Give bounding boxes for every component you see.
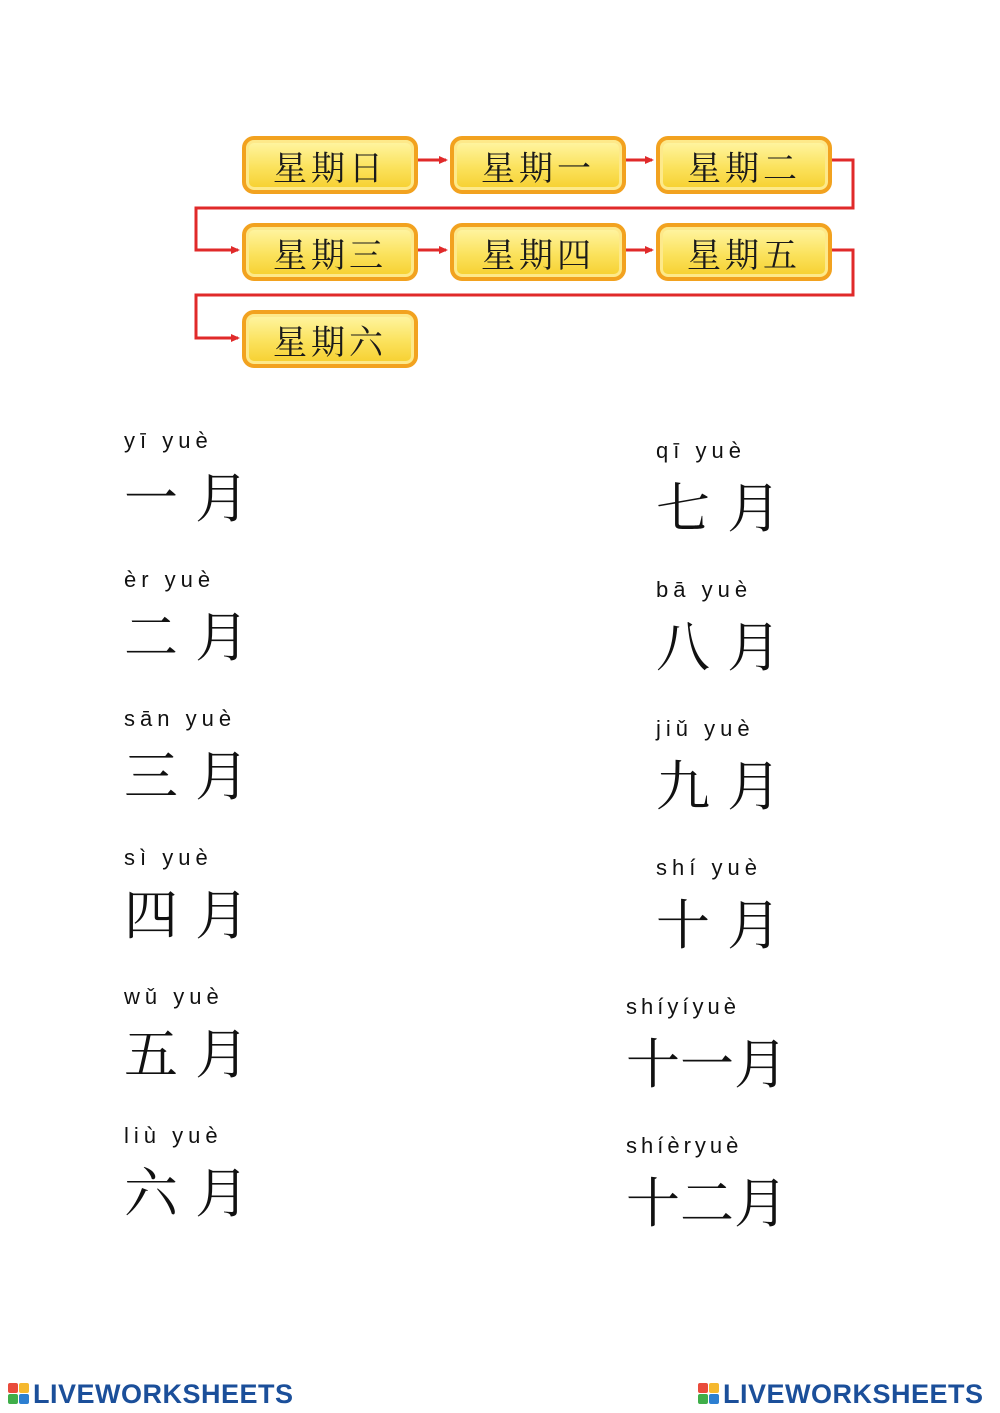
logo-text: LIVEWORKSHEETS bbox=[33, 1378, 294, 1409]
month-pinyin: liù yuè bbox=[124, 1123, 223, 1148]
month-pinyin: shí yuè bbox=[656, 855, 762, 880]
month-pinyin: shíyíyuè bbox=[626, 994, 740, 1019]
liveworksheets-mark-icon bbox=[8, 1383, 30, 1405]
day-box-tuesday: 星期二 bbox=[656, 136, 832, 194]
day-box-monday: 星期一 bbox=[450, 136, 626, 194]
month-hanzi: 三 月 bbox=[124, 745, 250, 808]
liveworksheets-logo-left bbox=[8, 1380, 294, 1408]
day-box-thursday: 星期四 bbox=[450, 223, 626, 281]
month-pinyin: jiǔ yuè bbox=[656, 716, 755, 741]
liveworksheets-mark-icon bbox=[698, 1383, 720, 1405]
month-hanzi: 十一月 bbox=[626, 1033, 788, 1096]
month-pinyin: yī yuè bbox=[124, 428, 213, 453]
month-hanzi: 九 月 bbox=[656, 755, 782, 818]
liveworksheets-logo-right bbox=[698, 1380, 984, 1408]
month-hanzi: 八 月 bbox=[656, 616, 782, 679]
day-box-saturday: 星期六 bbox=[242, 310, 418, 368]
month-pinyin: qī yuè bbox=[656, 438, 746, 463]
month-hanzi: 四 月 bbox=[124, 884, 250, 947]
logo-text: LIVEWORKSHEETS bbox=[723, 1378, 984, 1409]
week-flow-diagram bbox=[0, 0, 1000, 400]
month-pinyin: sān yuè bbox=[124, 706, 237, 731]
month-pinyin: sì yuè bbox=[124, 845, 213, 870]
month-pinyin: wǔ yuè bbox=[124, 984, 224, 1009]
month-pinyin: èr yuè bbox=[124, 567, 216, 592]
month-hanzi: 六 月 bbox=[124, 1162, 250, 1225]
month-hanzi: 十 月 bbox=[656, 894, 782, 957]
day-box-friday: 星期五 bbox=[656, 223, 832, 281]
month-hanzi: 七 月 bbox=[656, 477, 782, 540]
month-pinyin: shíèryuè bbox=[626, 1133, 743, 1158]
month-hanzi: 十二月 bbox=[626, 1172, 788, 1235]
day-box-wednesday: 星期三 bbox=[242, 223, 418, 281]
month-hanzi: 一 月 bbox=[124, 467, 250, 530]
month-pinyin: bā yuè bbox=[656, 577, 753, 602]
month-hanzi: 二 月 bbox=[124, 606, 250, 669]
month-hanzi: 五 月 bbox=[124, 1023, 250, 1086]
day-box-sunday: 星期日 bbox=[242, 136, 418, 194]
